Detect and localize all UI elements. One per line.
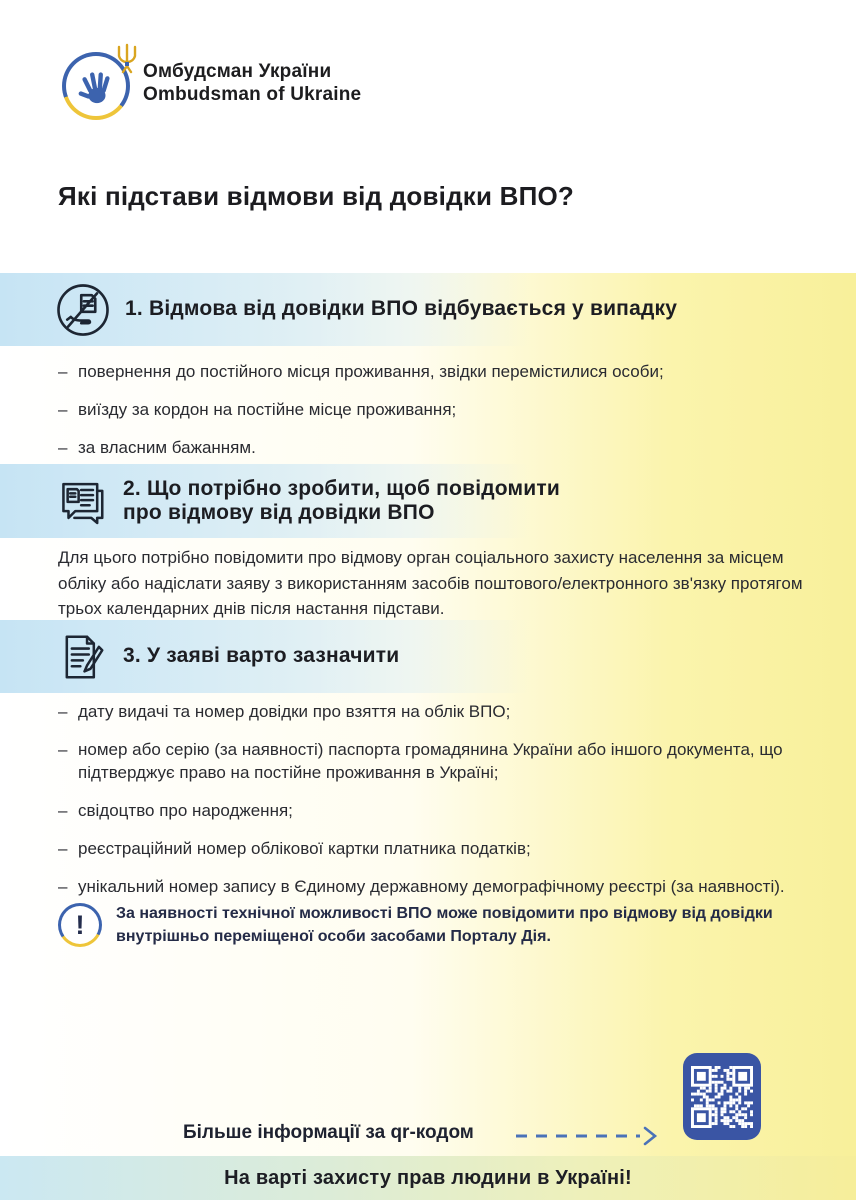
- section-3-list: [58, 701, 814, 914]
- note-text: За наявності технічної можливості ВПО може повідомити про відмову від довідки внутрішньо переміщеної особи засобами Порталу Дія.: [116, 905, 773, 946]
- logo-title-en: Ombudsman of Ukraine: [143, 84, 362, 105]
- hand-icon: [77, 67, 115, 105]
- section-2-header: [0, 464, 856, 538]
- chat-document-icon: [55, 474, 109, 528]
- section-2-paragraph: Для цього потрібно повідомити про відмову орган соціального захисту населення за місцем обліку або надіслати заяву з використанням засобів поштового/електронного зв'язку протягом трьох календарних днів після настання підстави.: [58, 548, 803, 618]
- list-item: – виїзду за кордон на постійне місце проживання;: [58, 399, 457, 419]
- section-2-title-line2: про відмову від довідки ВПО: [123, 501, 435, 524]
- list-item: – номер або серію (за наявності) паспорта громадянина України або іншого документа, що підтверджує право на постійне проживання в Україні;: [58, 739, 783, 782]
- qr-label: Більше інформації за qr-кодом: [183, 1122, 474, 1143]
- logo-text: [143, 60, 361, 106]
- exclamation-glyph: !: [61, 906, 99, 944]
- list-item: – реєстраційний номер облікової картки платника податків;: [58, 838, 531, 858]
- exclamation-icon: [58, 903, 102, 947]
- no-document-icon: [55, 282, 111, 338]
- logo-title-uk: Омбудсман України: [143, 61, 332, 82]
- footer-slogan: На варті захисту прав людини в Україні!: [0, 1156, 856, 1200]
- list-item: – за власним бажанням.: [58, 437, 256, 457]
- note-block: [58, 902, 798, 948]
- section-2-title: [123, 477, 560, 525]
- list-item: – дату видачі та номер довідки про взяття на облік ВПО;: [58, 702, 511, 721]
- qr-code: [683, 1053, 761, 1140]
- dashed-arrow-icon: [514, 1125, 660, 1147]
- trident-icon: [114, 42, 140, 76]
- list-item: – унікальний номер запису в Єдиному державному демографічному реєстрі (за наявності).: [58, 876, 785, 896]
- section-1-title: 1. Відмова від довідки ВПО відбувається у випадку: [125, 297, 678, 321]
- section-3-header: [0, 620, 856, 693]
- section-1-header: [0, 273, 856, 346]
- document-pencil-icon: [55, 630, 109, 684]
- content-area: [0, 273, 856, 1200]
- page-title: Які підстави відмови від довідки ВПО?: [58, 181, 574, 212]
- section-3-title: 3. У заяві варто зазначити: [123, 644, 400, 668]
- list-item: – свідоцтво про народження;: [58, 800, 293, 820]
- section-2-title-line1: 2. Що потрібно зробити, щоб повідомити: [123, 476, 560, 500]
- ombudsman-logo: [62, 46, 154, 122]
- list-item: – повернення до постійного місця проживання, звідки перемістилися особи;: [58, 362, 664, 381]
- section-1-list: [58, 361, 808, 475]
